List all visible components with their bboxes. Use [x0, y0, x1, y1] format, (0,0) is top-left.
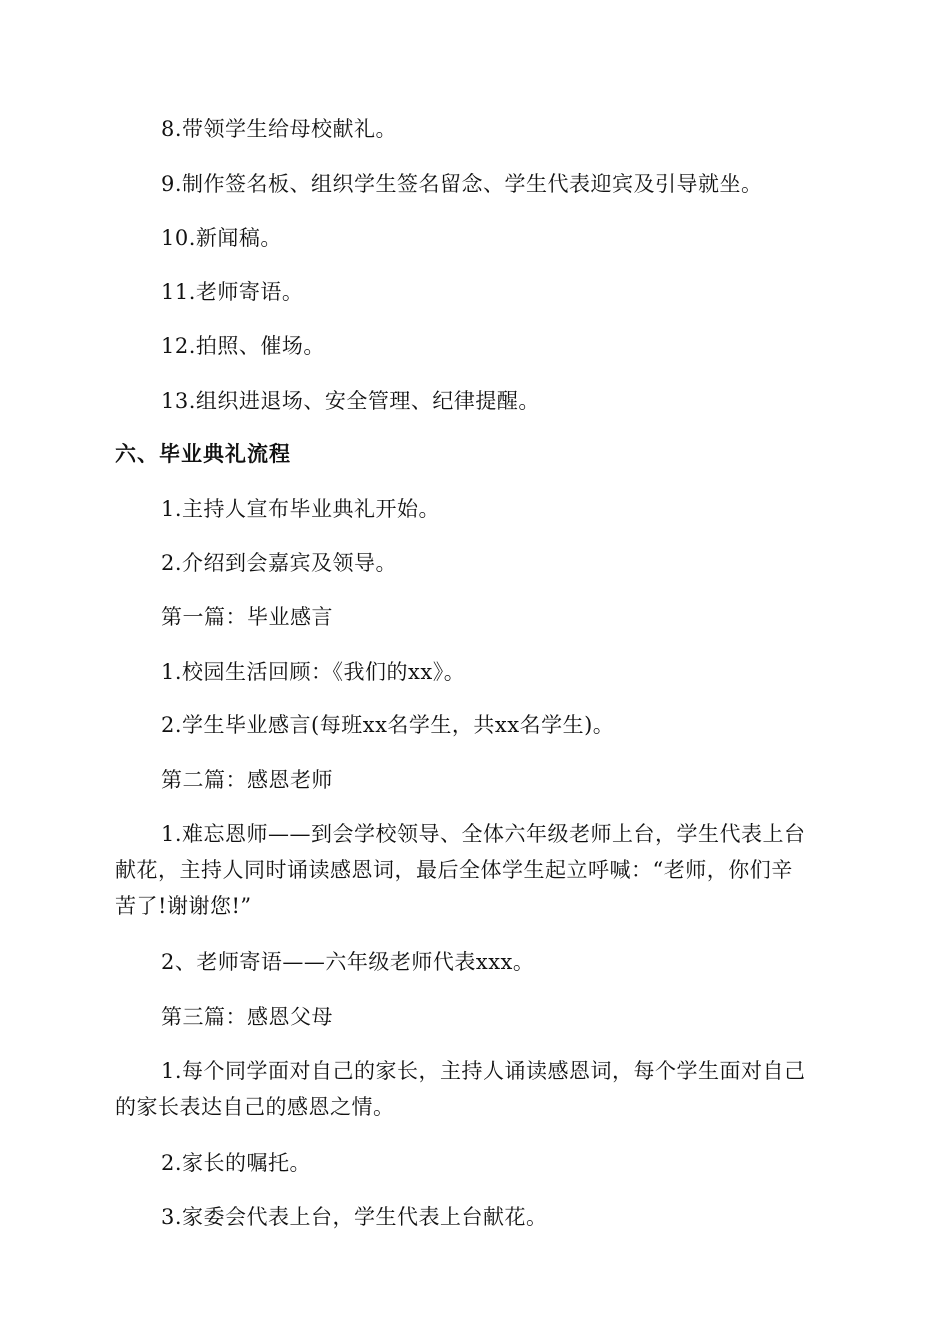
flow-step: 1.主持人宣布毕业典礼开始。	[161, 497, 441, 521]
part-item: 2、老师寄语——六年级老师代表xxx。	[161, 950, 535, 974]
part-item: 2.学生毕业感言(每班xx名学生，共xx名学生)。	[161, 713, 615, 737]
list-item: 8.带领学生给母校献礼。	[161, 117, 398, 141]
list-item: 12.拍照、催场。	[161, 334, 325, 358]
list-item: 9.制作签名板、组织学生签名留念、学生代表迎宾及引导就坐。	[161, 172, 763, 196]
part-item: 2.家长的嘱托。	[161, 1151, 312, 1175]
part-item-continuation: 苦了!谢谢您!”	[115, 894, 252, 918]
part-item-continuation: 献花，主持人同时诵读感恩词，最后全体学生起立呼喊：“老师，你们辛	[115, 858, 793, 882]
part-item: 1.难忘恩师——到会学校领导、全体六年级老师上台，学生代表上台	[161, 822, 806, 846]
section-heading: 六、毕业典礼流程	[115, 442, 291, 466]
part-item: 1.每个同学面对自己的家长，主持人诵读感恩词，每个学生面对自己	[161, 1059, 806, 1083]
part-title: 第三篇：感恩父母	[161, 1005, 333, 1029]
part-title: 第一篇：毕业感言	[161, 605, 333, 629]
flow-step: 2.介绍到会嘉宾及领导。	[161, 551, 398, 575]
list-item: 11.老师寄语。	[161, 280, 304, 304]
part-item-continuation: 的家长表达自己的感恩之情。	[115, 1095, 395, 1119]
part-title: 第二篇：感恩老师	[161, 768, 333, 792]
list-item: 10.新闻稿。	[161, 226, 282, 250]
list-item: 13.组织进退场、安全管理、纪律提醒。	[161, 389, 540, 413]
part-item: 1.校园生活回顾：《我们的xx》。	[161, 660, 466, 684]
part-item: 3.家委会代表上台，学生代表上台献花。	[161, 1205, 548, 1229]
